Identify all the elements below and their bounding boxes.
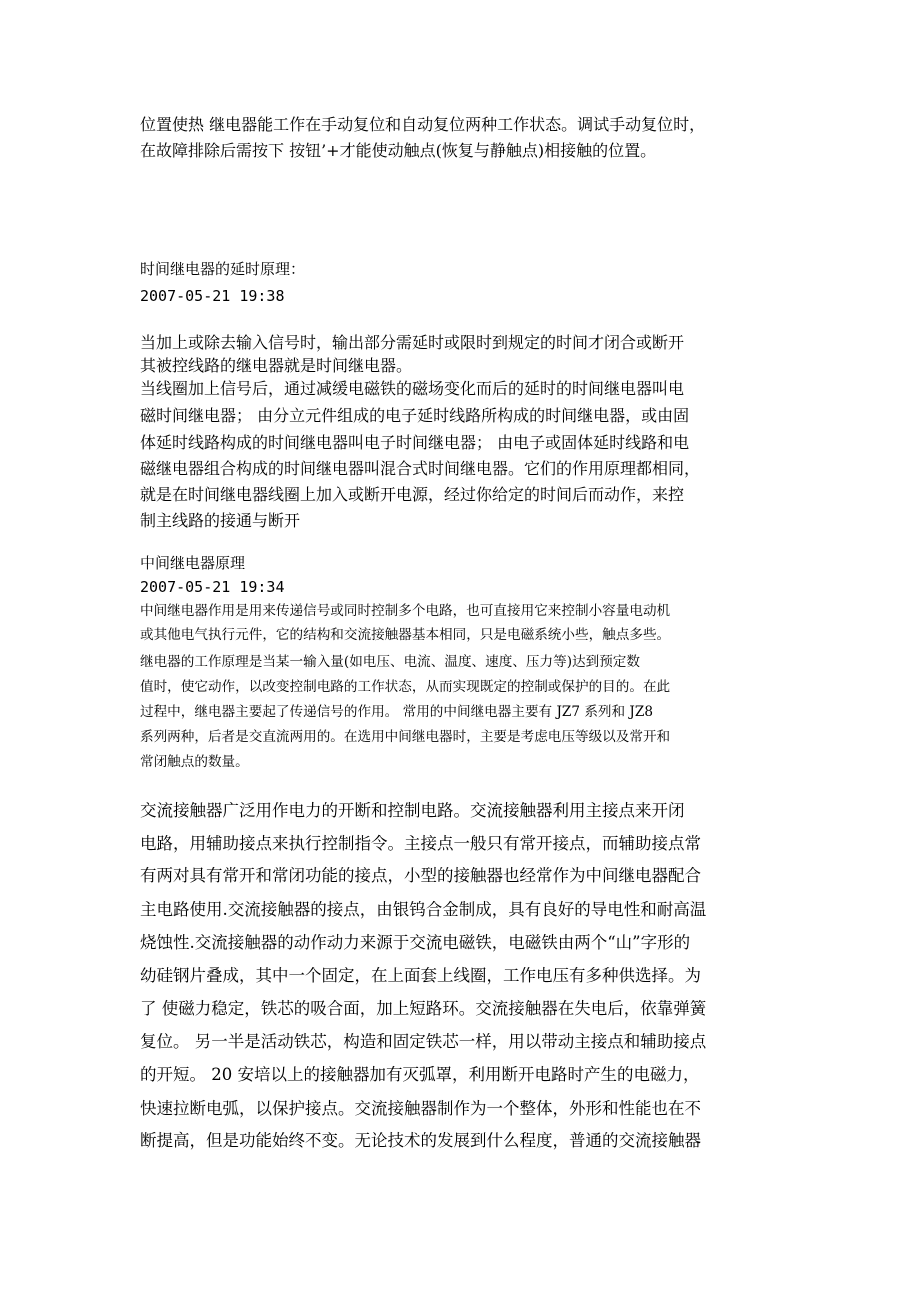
text-line: 幼硅钢片叠成，其中一个固定，在上面套上线圈，工作电压有多种供选择。为 xyxy=(140,966,701,985)
text-line: 值时，使它动作，以改变控制电路的工作状态，从而实现既定的控制或保护的目的。在此 xyxy=(140,679,671,695)
text-line: 继电器的工作原理是当某一输入量(如电压、电流、温度、速度、压力等)达到预定数 xyxy=(140,654,640,670)
text-line: 断提高，但是功能始终不变。无论技术的发展到什么程度，普通的交流接触器 xyxy=(140,1131,701,1150)
text-line: 有两对具有常开和常闭功能的接点，小型的接触器也经常作为中间继电器配合 xyxy=(140,866,701,885)
text-line: 复位。 另一半是活动铁芯，构造和固定铁芯一样，用以带动主接点和辅助接点 xyxy=(140,1032,707,1051)
text-line: 常闭触点的数量。 xyxy=(140,754,249,770)
text-line: 过程中，继电器主要起了传递信号的作用。 常用的中间继电器主要有 JZ7 系列和 JZ8 xyxy=(140,704,653,720)
section-title: 时间继电器的延时原理： xyxy=(140,260,306,278)
text-line: 或其他电气执行元件，它的结构和交流接触器基本相同，只是电磁系统小些，触点多些。 xyxy=(140,627,671,643)
text-line: 电路，用辅助接点来执行控制指令。主接点一般只有常开接点，而辅助接点常 xyxy=(140,834,701,853)
text-line: 就是在时间继电器线圈上加入或断开电源，经过你给定的时间后而动作，来控 xyxy=(140,485,685,504)
section-date: 2007-05-21 19:38 xyxy=(140,287,285,305)
section-title: 中间继电器原理 xyxy=(140,554,246,572)
text-line: 制主线路的接通与断开 xyxy=(140,511,301,530)
text-line: 磁继电器组合构成的时间继电器叫混合式时间继电器。它们的作用原理都相同， xyxy=(140,459,701,478)
text-line: 交流接触器广泛用作电力的开断和控制电路。交流接触器利用主接点来开闭 xyxy=(140,801,685,820)
text-line: 烧蚀性.交流接触器的动作动力来源于交流电磁铁，电磁铁由两个“山”字形的 xyxy=(140,933,691,952)
text-line: 的开短。 20 安培以上的接触器加有灭弧罩，利用断开电路时产生的电磁力， xyxy=(140,1065,700,1084)
text-line: 磁时间继电器； 由分立元件组成的电子延时线路所构成的时间继电器，或由固 xyxy=(140,406,690,425)
text-line: 体延时线路构成的时间继电器叫电子时间继电器； 由电子或固体延时线路和电 xyxy=(140,433,690,452)
text-line: 了 使磁力稳定，铁芯的吸合面，加上短路环。交流接触器在失电后，依靠弹簧 xyxy=(140,999,707,1018)
section-date: 2007-05-21 19:34 xyxy=(140,578,285,596)
text-line: 在故障排除后需按下 按钮’+才能使动触点(恢复与静触点)相接触的位置。 xyxy=(140,141,657,160)
text-line: 当线圈加上信号后，通过减缓电磁铁的磁场变化而后的延时的时间继电器叫电 xyxy=(140,379,685,398)
text-line: 主电路使用.交流接触器的接点，由银钨合金制成，具有良好的导电性和耐高温 xyxy=(140,900,707,919)
text-line: 中间继电器作用是用来传递信号或同时控制多个电路，也可直接用它来控制小容量电动机 xyxy=(140,603,671,619)
text-line: 当加上或除去输入信号时，输出部分需延时或限时到规定的时间才闭合或断开 xyxy=(140,333,685,352)
text-line: 其被控线路的继电器就是时间继电器。 xyxy=(140,356,413,375)
text-line: 位置使热 继电器能工作在手动复位和自动复位两种工作状态。调试手动复位时， xyxy=(140,115,706,134)
text-line: 系列两种，后者是交直流两用的。在选用中间继电器时，主要是考虑电压等级以及常开和 xyxy=(140,729,671,745)
text-line: 快速拉断电弧，以保护接点。交流接触器制作为一个整体，外形和性能也在不 xyxy=(140,1099,701,1118)
